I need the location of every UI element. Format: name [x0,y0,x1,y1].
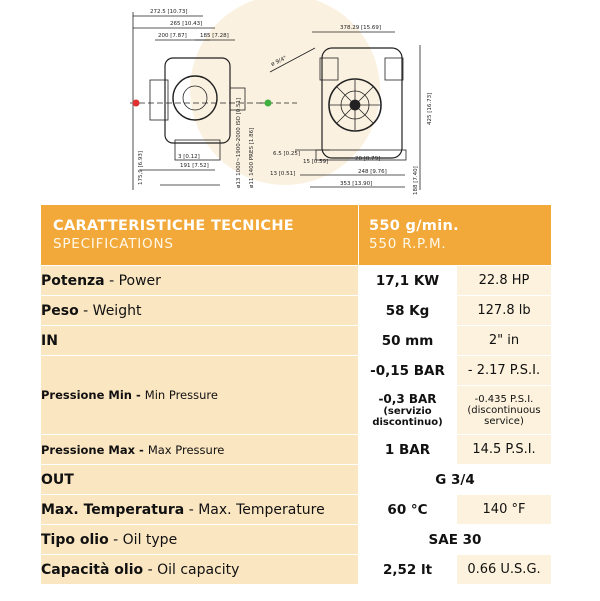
label-oil-capacity: Capacità olio - Oil capacity [41,555,359,585]
value-pmin-discontinuous-bar: -0,3 BAR (servizio discontinuo) [359,386,457,435]
value-weight-kg: 58 Kg [359,296,457,326]
dim-label: 185 [7.28] [200,33,229,39]
dim-label: 200 [7.87] [158,33,187,39]
dim-label: ø 9/4" [270,55,288,68]
dim-label: 6.5 [0.25] [273,151,301,157]
table-row-oil-capacity [41,555,552,585]
table-row-temperature [41,495,552,525]
table-row-outlet [41,465,552,495]
header-speed-en: 550 R.P.M. [369,236,447,252]
header-title: CARATTERISTICHE TECNICHE [53,218,295,234]
header-speed: 550 g/min. [369,218,459,234]
dim-label: 15 [0.59] [303,159,329,165]
dim-label: 378.29 [15.69] [340,25,382,31]
table-row-pmax [41,435,552,465]
label-temperature: Max. Temperatura - Max. Temperature [41,495,359,525]
table-row-pmin-a [41,356,552,386]
dim-label: 3 [0.12] [178,154,200,160]
dim-label: 272.5 [10.73] [150,9,188,15]
value-inlet-mm: 50 mm [359,326,457,356]
label-pmax: Pressione Max - Max Pressure [41,435,359,465]
dim-label: 13 [0.51] [270,171,296,177]
value-pmin-discontinuous-psi: -0.435 P.S.I. (discontinuous service) [457,386,552,435]
value-temp-f: 140 °F [457,495,552,525]
value-pmin-bar: -0,15 BAR [359,356,457,386]
value-pmax-bar: 1 BAR [359,435,457,465]
table-row-weight [41,296,552,326]
table-row-oil-type [41,525,552,555]
value-oil-cap-usg: 0.66 U.S.G. [457,555,552,585]
label-oil-type: Tipo olio - Oil type [41,525,359,555]
value-pmax-psi: 14.5 P.S.I. [457,435,552,465]
dim-label: 353 [13.90] [340,181,373,187]
value-oil-cap-lt: 2,52 lt [359,555,457,585]
value-weight-lb: 127.8 lb [457,296,552,326]
value-power-hp: 22.8 HP [457,266,552,296]
dim-label: 20 [0.79] [355,156,381,162]
label-power: Potenza - Power [41,266,359,296]
label-inlet: IN [41,326,359,356]
table-row-inlet [41,326,552,356]
dim-label: 265 [10.43] [170,21,203,27]
label-outlet: OUT [41,465,359,495]
table-row-power [41,266,552,296]
dim-label: 188 [7.40] [413,166,419,195]
table-header-row [41,205,552,266]
specifications-table [40,204,552,585]
header-speed-cell [359,205,552,266]
value-pmin-psi: - 2.17 P.S.I. [457,356,552,386]
dim-label: ø13 1000~1900-2000 ISO [0.51] [236,97,242,188]
value-outlet: G 3/4 [359,465,552,495]
value-inlet-in: 2" in [457,326,552,356]
label-weight: Peso - Weight [41,296,359,326]
value-power-kw: 17,1 KW [359,266,457,296]
value-oil-type: SAE 30 [359,525,552,555]
dim-label: 175,9 [6.93] [138,150,144,185]
value-temp-c: 60 °C [359,495,457,525]
inlet-marker-dot [133,100,140,107]
header-subtitle: SPECIFICATIONS [53,236,174,252]
dim-label: 425 [16.73] [427,92,433,125]
pump-technical-drawing [0,0,600,204]
label-pmin: Pressione Min - Min Pressure [41,356,359,435]
dim-label: 248 [9.76] [358,169,387,175]
header-title-cell [41,205,359,266]
dim-label: 191 [7.52] [180,163,209,169]
dim-label: ø11 1400 PRES [1.86] [249,127,255,188]
outlet-marker-dot [265,100,272,107]
